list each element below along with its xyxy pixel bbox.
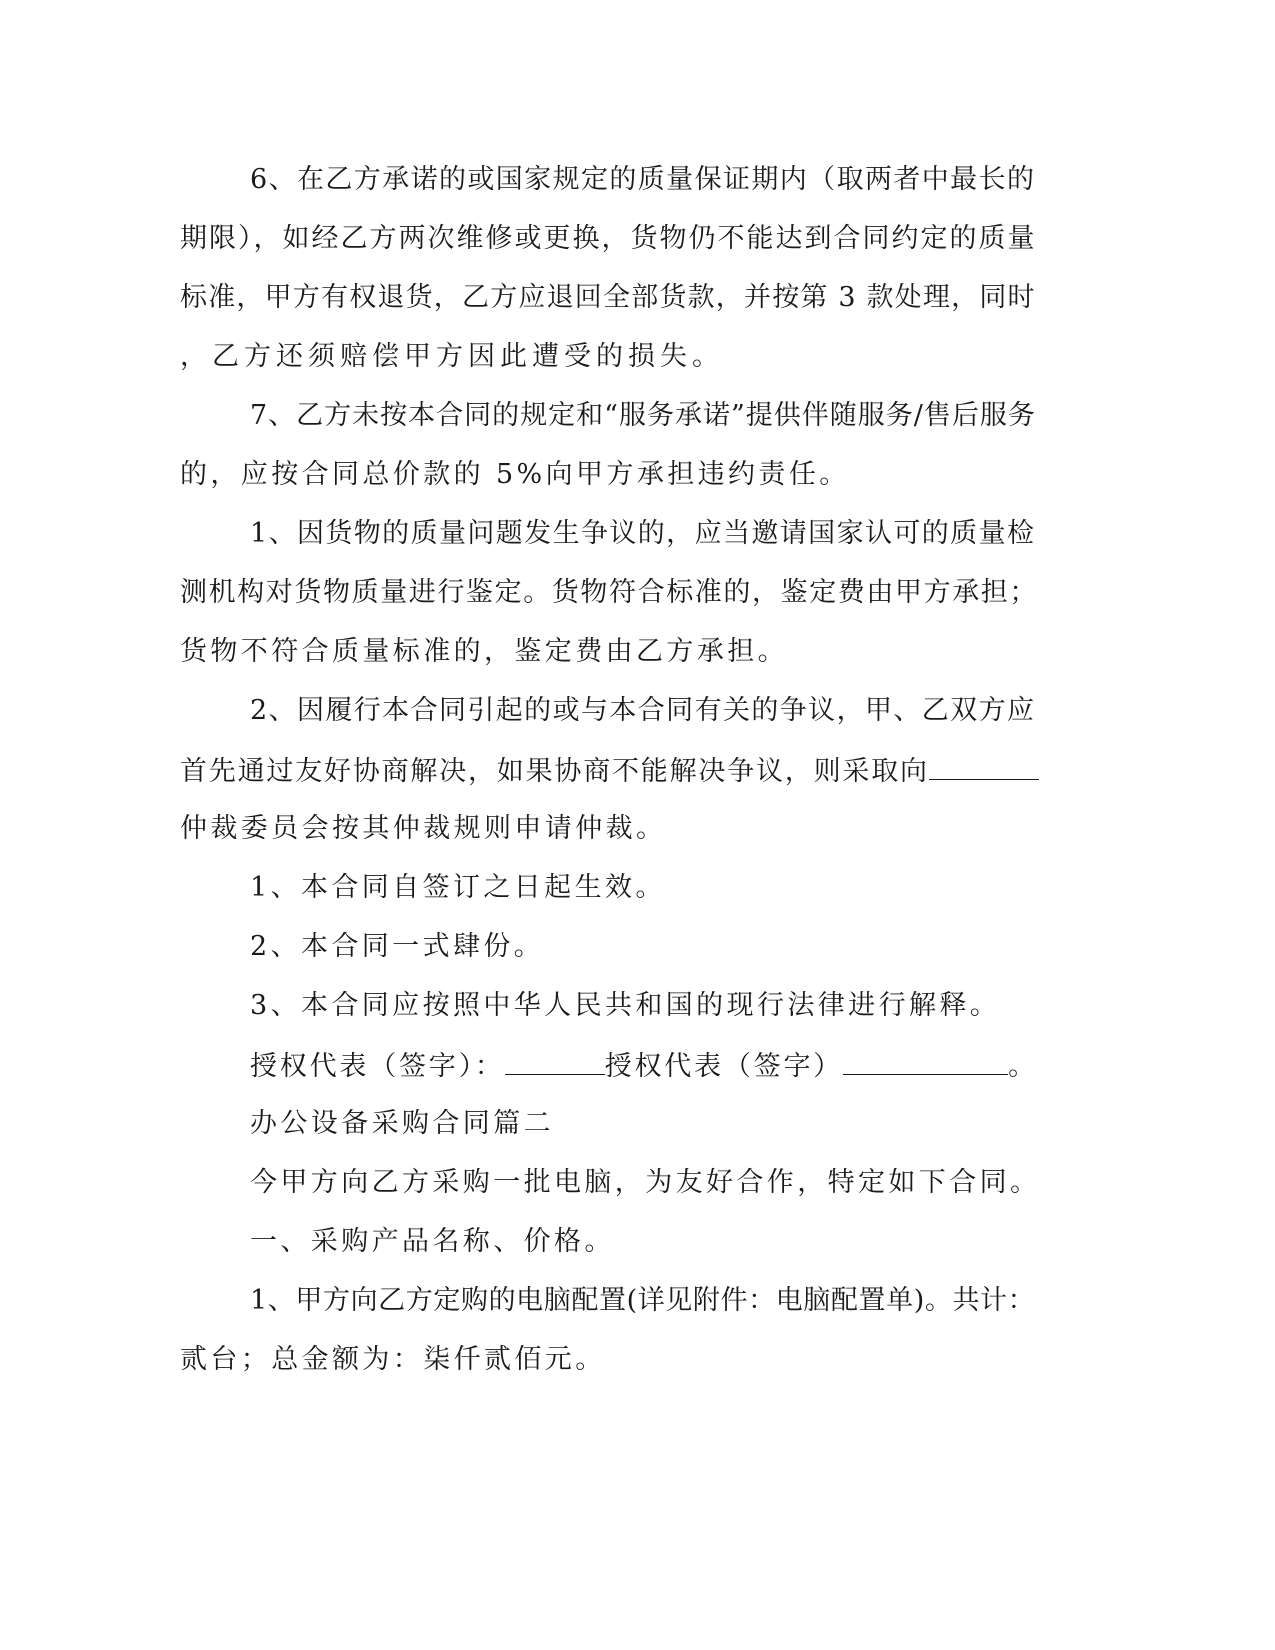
section-heading-2: 办公设备采购合同篇二 xyxy=(250,1108,554,1139)
dispute2-line3: 仲裁委员会按其仲裁规则申请仲裁。 xyxy=(180,813,667,844)
signature-blank-2 xyxy=(843,1048,1008,1075)
para6-line4: ，乙方还须赔偿甲方因此遭受的损失。 xyxy=(180,341,724,372)
signature-end: 。 xyxy=(1008,1051,1038,1082)
dispute1-line2: 测机构对货物质量进行鉴定。货物符合标准的，鉴定费由甲方承担； xyxy=(180,577,1038,608)
dispute2-line1: 2、因履行本合同引起的或与本合同有关的争议，甲、乙双方应 xyxy=(250,695,1036,726)
para6-line1: 6、在乙方承诺的或国家规定的质量保证期内（取两者中最长的 xyxy=(250,164,1036,195)
para6-line3: 标准，甲方有权退货，乙方应退回全部货款，并按第 3 款处理，同时 xyxy=(180,282,1036,313)
arbitration-blank xyxy=(929,753,1039,780)
item1-line2: 贰台；总金额为：柒仟贰佰元。 xyxy=(180,1344,606,1375)
signature-label-1: 授权代表（签字）： xyxy=(250,1051,505,1082)
para7-line2: 的，应按合同总价款的 5%向甲方承担违约责任。 xyxy=(180,459,850,490)
dispute2-line2 xyxy=(180,753,1039,789)
signature-label-2: 授权代表（签字） xyxy=(604,1051,844,1082)
section-one-title: 一、采购产品名称、价格。 xyxy=(250,1226,615,1257)
para7-line1: 7、乙方未按本合同的规定和“服务承诺”提供伴随服务/售后服务 xyxy=(250,400,1036,431)
item1-line1: 1、甲方向乙方定购的电脑配置(详见附件：电脑配置单)。共计： xyxy=(250,1285,1036,1316)
signature-blank-1 xyxy=(505,1048,605,1075)
intro-paragraph: 今甲方向乙方采购一批电脑，为友好合作，特定如下合同。 xyxy=(250,1167,1041,1198)
effect-item1: 1、本合同自签订之日起生效。 xyxy=(250,872,666,903)
dispute1-line3: 货物不符合质量标准的，鉴定费由乙方承担。 xyxy=(180,636,788,667)
effect-item2: 2、本合同一式肆份。 xyxy=(250,931,545,962)
para6-line2: 期限），如经乙方两次维修或更换，货物仍不能达到合同约定的质量 xyxy=(180,223,1037,254)
dispute2-line2-text: 首先通过友好协商解决，如果协商不能解决争议，则采取向 xyxy=(180,756,929,787)
signature-line xyxy=(250,1048,1038,1084)
effect-item3: 3、本合同应按照中华人民共和国的现行法律进行解释。 xyxy=(250,990,1001,1021)
dispute1-line1: 1、因货物的质量问题发生争议的，应当邀请国家认可的质量检 xyxy=(250,518,1036,549)
